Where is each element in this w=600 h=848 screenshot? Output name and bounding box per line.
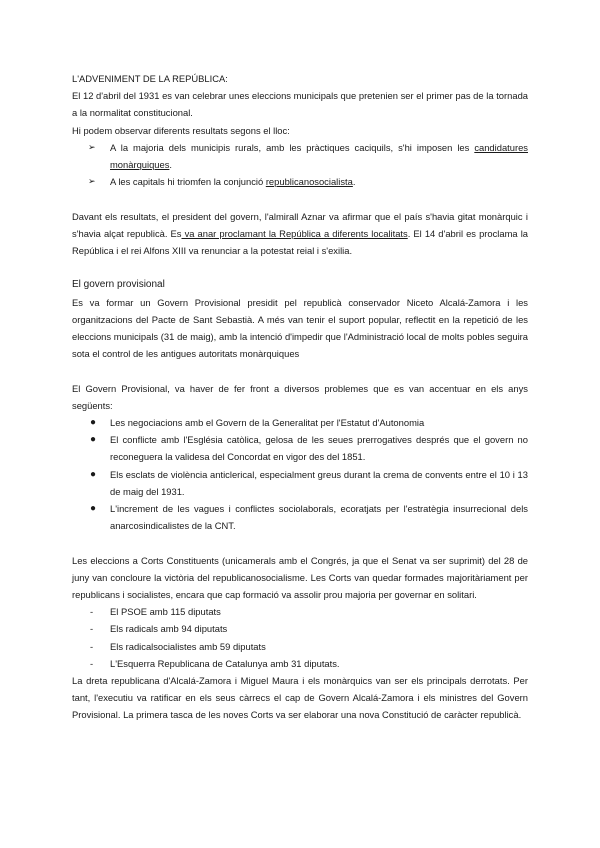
list-item: ➢ A la majoria dels municipis rurals, amb les pràctiques caciquils, s'hi imposen les candidatures monàrquiques. bbox=[72, 139, 528, 173]
provisional-government-paragraph: Es va formar un Govern Provisional presidit pel republicà conservador Niceto Alcalá-Zamora i les organitzacions del Pacte de Sant Sebastià. A més van tenir el suport popular, reflectit en la repetició de les eleccions municipals (31 de maig), amb la intenció d'impedir que l'Administració local de molts pobles seguira sota el control de les antigues autoritats monàrquiques bbox=[72, 296, 528, 360]
list-item: ● L'increment de les vagues i conflictes sociolaborals, ecoratjats per l'estratègia insurrecional dels anarcosindicalistes de la CNT. bbox=[72, 500, 528, 534]
results-lead: Hi podem observar diferents resultats segons el lloc: bbox=[72, 124, 290, 136]
elections-paragraph: Les eleccions a Corts Constituents (unicamerals amb el Congrés, ja que el Senat va ser suprimit) del 28 de juny van concloure la victòria del republicanosocialisme. Les Corts van quedar formades majoritàriament per republicans i socialistes, encara que cap formació va assolir prou majoria per governar en solitari. bbox=[72, 554, 528, 601]
bullet-dot-icon: ● bbox=[90, 434, 97, 446]
aznar-paragraph: Davant els resultats, el president del govern, l'almirall Aznar va afirmar que el país s'havia gitat monàrquic i s'havia alçat republicà. Es va anar proclamant la República a diferents localitats. El 14 d'abril es proclama la República i el rei Alfons XIII va renunciar a la potestat reial i s'exilia. bbox=[72, 210, 528, 257]
dash-bullet: - bbox=[90, 606, 94, 618]
section-title-provisional-government: El govern provisional bbox=[72, 279, 165, 291]
results-list bbox=[72, 139, 528, 191]
document-page bbox=[72, 70, 528, 724]
arrow-bullet-icon: ➢ bbox=[88, 141, 96, 152]
dash-bullet: - bbox=[90, 623, 94, 635]
list-item: ➢ A les capitals hi triomfen la conjunció republicanosocialista. bbox=[72, 173, 528, 190]
list-item: ● Els esclats de violència anticlerical, especialment greus durant la crema de convents entre el 10 i 13 de maig del 1931. bbox=[72, 466, 528, 500]
arrow-bullet-icon: ➢ bbox=[88, 176, 96, 187]
underlined-term: va anar proclamant la República a diferents localitats bbox=[181, 227, 408, 239]
problems-list bbox=[72, 414, 528, 534]
list-item: - L'Esquerra Republicana de Catalunya amb 31 diputats. bbox=[72, 655, 528, 672]
underlined-term: republicanosocialista bbox=[265, 176, 353, 188]
list-item: ● El conflicte amb l'Església catòlica, gelosa de les seues prerrogatives després que el govern no reconeguera la validesa del Concordat en vigor des del 1851. bbox=[72, 431, 528, 465]
list-item: - Els radicals amb 94 diputats bbox=[72, 620, 528, 637]
seats-list bbox=[72, 603, 528, 672]
underlined-term: candidatures monàrquiques bbox=[110, 141, 528, 171]
list-item: ● Les negociacions amb el Govern de la Generalitat per l'Estatut d'Autonomia bbox=[72, 414, 528, 431]
intro-paragraph: El 12 d'abril del 1931 es van celebrar unes eleccions municipals que pretenien ser el primer pas de la tornada a la normalitat constitucional. bbox=[72, 90, 528, 119]
dash-bullet: - bbox=[90, 640, 94, 652]
bullet-dot-icon: ● bbox=[90, 503, 97, 515]
dash-bullet: - bbox=[90, 657, 94, 669]
problems-paragraph: El Govern Provisional, va haver de fer front a diversos problemes que es van accentuar en els anys següents: bbox=[72, 382, 528, 411]
list-item: - Els radicalsocialistes amb 59 diputats bbox=[72, 638, 528, 655]
bullet-dot-icon: ● bbox=[90, 417, 97, 429]
section-title-republic: L'ADVENIMENT DE LA REPÚBLICA: bbox=[72, 73, 228, 84]
list-item: - El PSOE amb 115 diputats bbox=[72, 603, 528, 620]
outcome-paragraph: La dreta republicana d'Alcalá-Zamora i Miguel Maura i els monàrquics van ser els principals derrotats. Per tant, l'executiu va ratificar en els seus càrrecs el cap de Govern Alcalá-Zamora i els ministres del Govern Provisional. La primera tasca de les noves Corts va ser elaborar una nova Constitució de caràcter republicà. bbox=[72, 675, 528, 721]
bullet-dot-icon: ● bbox=[90, 468, 97, 480]
